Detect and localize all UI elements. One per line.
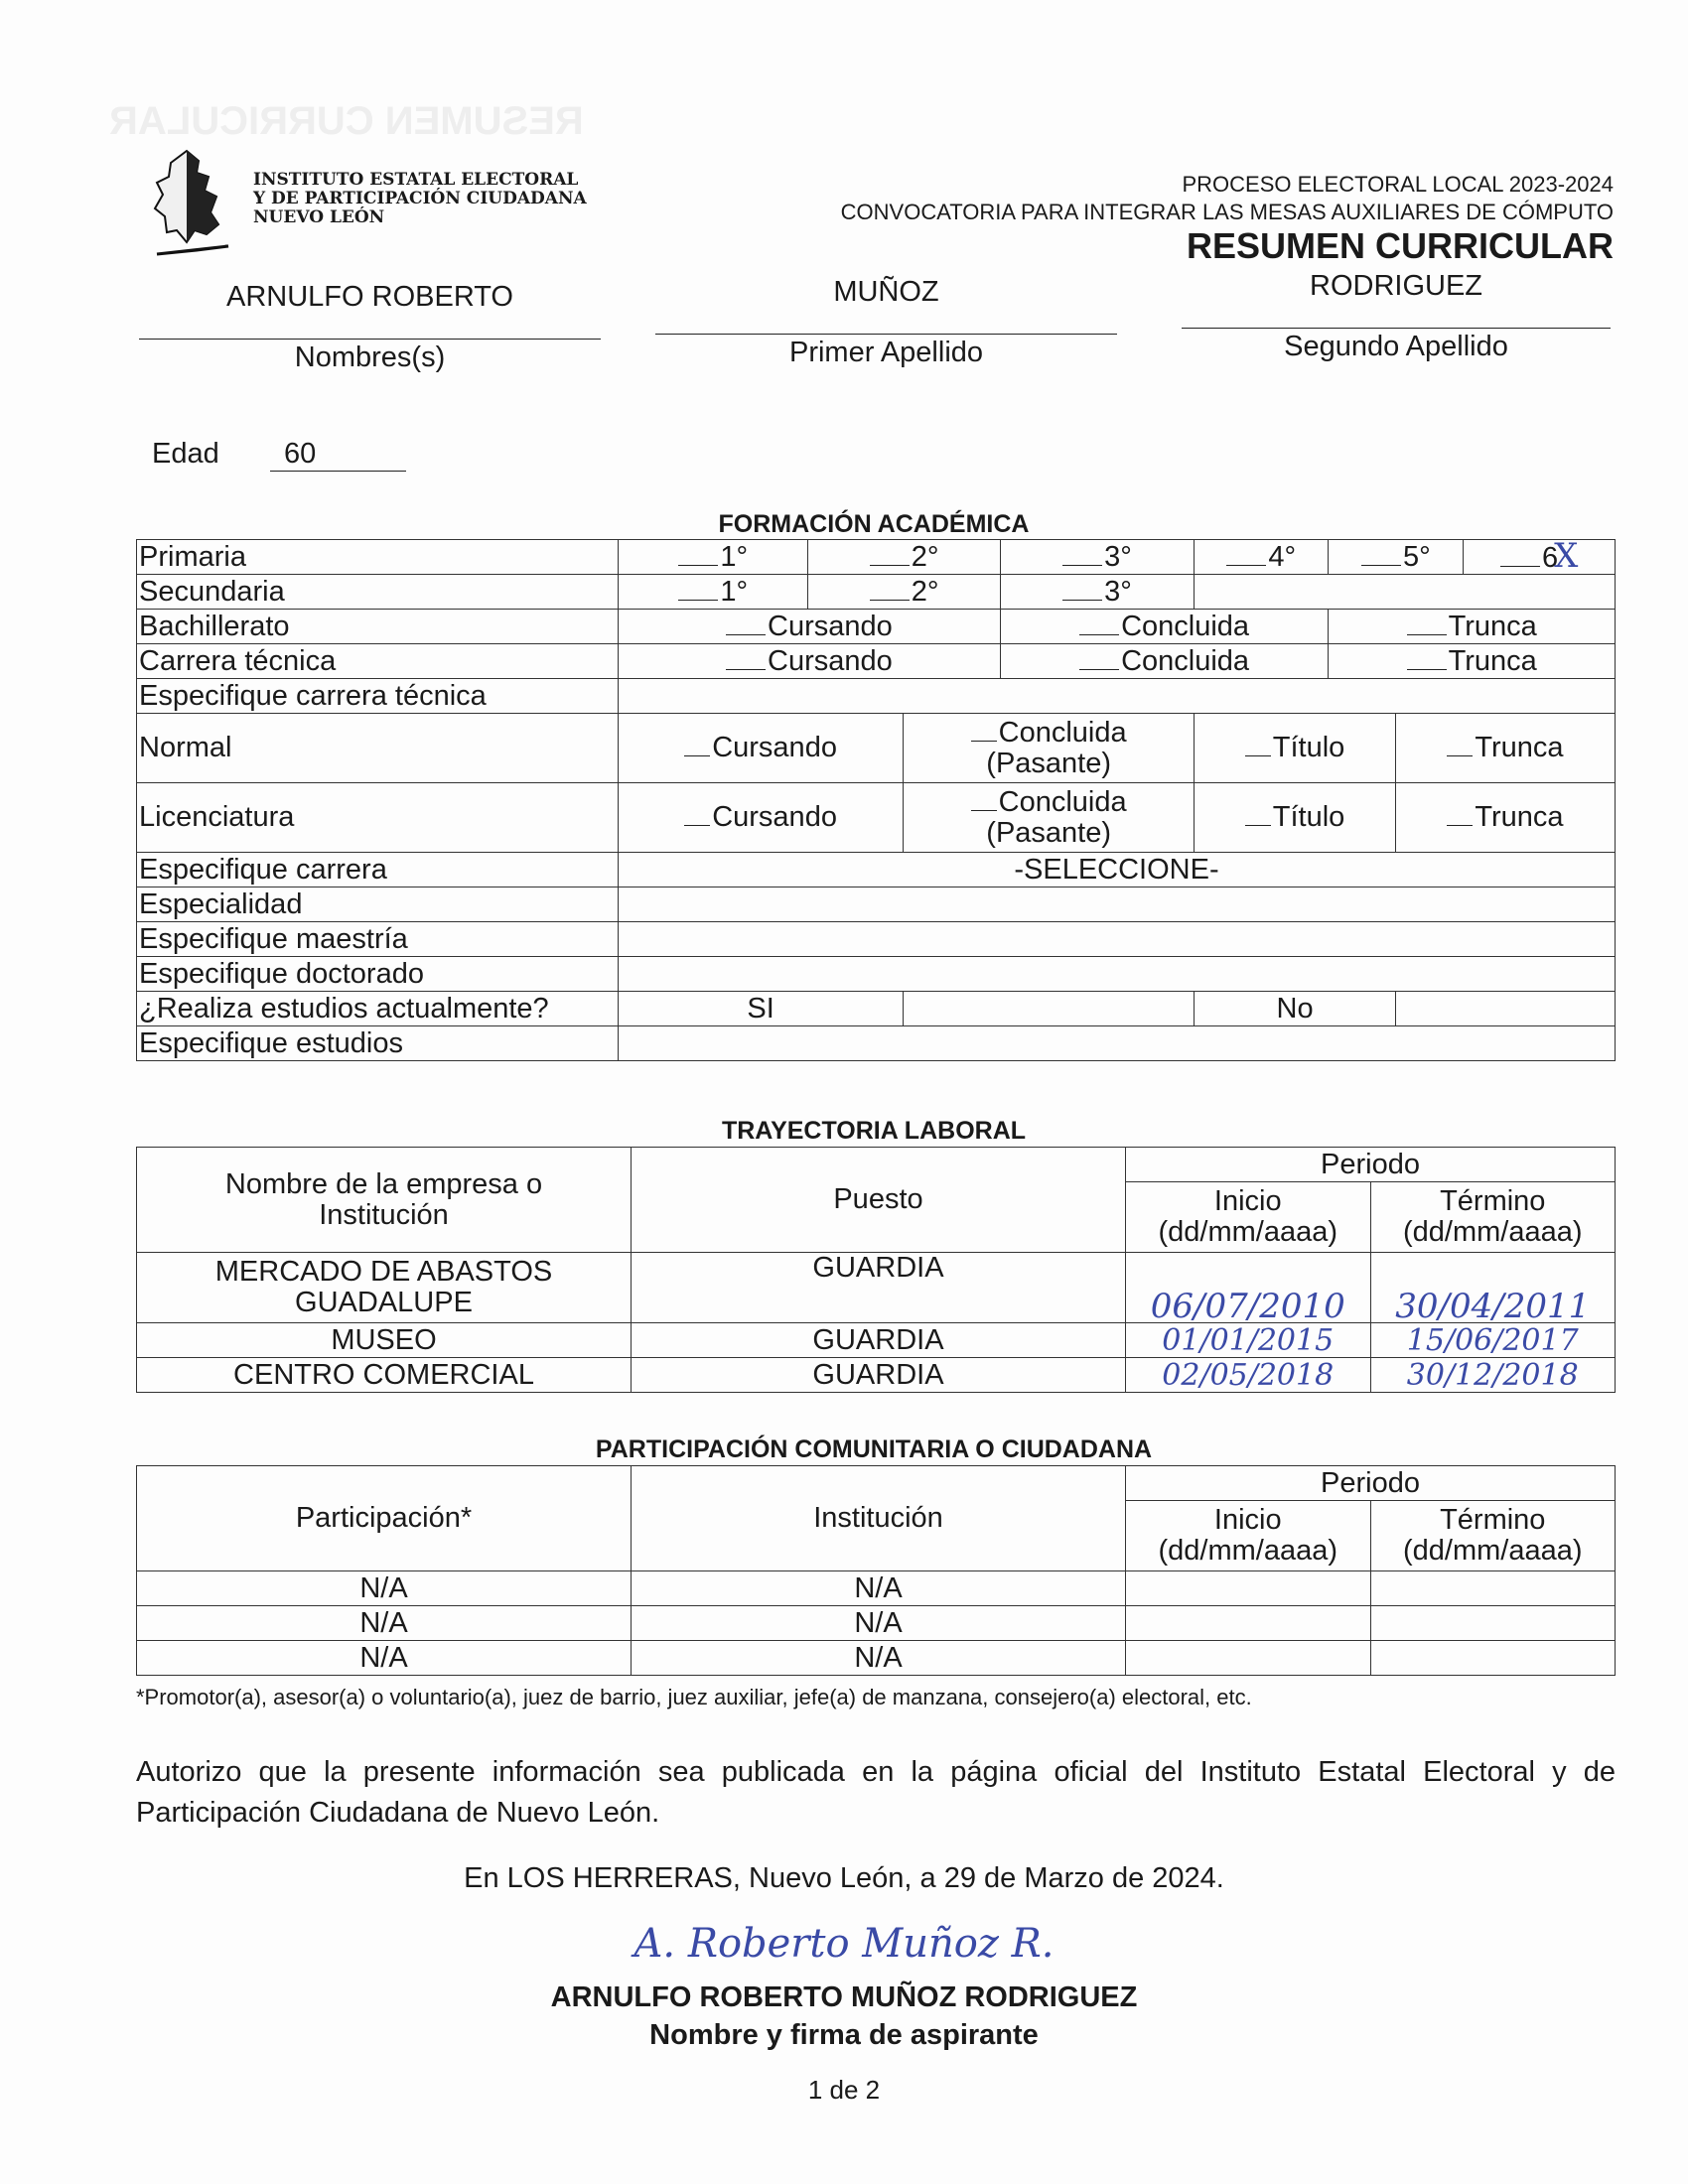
work-company: CENTRO COMERCIAL xyxy=(137,1358,632,1393)
age-value: 60 xyxy=(270,438,406,472)
first-name-label: Nombres(s) xyxy=(294,341,446,373)
last-name-1-value: MUÑOZ xyxy=(833,276,939,308)
work-header-start: Inicio (dd/mm/aaaa) xyxy=(1126,1182,1371,1253)
primaria-grade-6[interactable]: 6X xyxy=(1464,540,1616,575)
estudia-no-label: No xyxy=(1195,992,1396,1026)
last-name-1-line xyxy=(655,334,1117,335)
work-position: GUARDIA xyxy=(632,1323,1126,1358)
work-row xyxy=(137,1358,1616,1393)
community-table xyxy=(136,1465,1616,1676)
secundaria-grade-3[interactable]: 3° xyxy=(1000,575,1194,610)
community-header-participation: Participación* xyxy=(137,1466,632,1571)
normal-label: Normal xyxy=(137,714,619,783)
convocatoria-title: CONVOCATORIA PARA INTEGRAR LAS MESAS AUXILIARES DE CÓMPUTO xyxy=(840,200,1614,224)
spec-estudios-field[interactable] xyxy=(619,1026,1616,1061)
age-label: Edad xyxy=(152,438,219,470)
community-institution: N/A xyxy=(632,1606,1126,1641)
maestria-row xyxy=(137,922,1616,957)
signature-label: Nombre y firma de aspirante xyxy=(649,2019,1039,2051)
especialidad-field[interactable] xyxy=(619,887,1616,922)
institute-line-2: Y DE PARTICIPACIÓN CIUDADANA xyxy=(253,189,587,208)
normal-cursando[interactable]: Cursando xyxy=(619,714,904,783)
estudia-si-label: SI xyxy=(619,992,904,1026)
especialidad-label: Especialidad xyxy=(137,887,619,922)
community-footnote: *Promotor(a), asesor(a) o voluntario(a), juez de barrio, juez auxiliar, jefe(a) de manzana, consejero(a) electoral, etc. xyxy=(136,1685,1252,1709)
first-name-value: ARNULFO ROBERTO xyxy=(226,281,513,313)
secundaria-grade-1[interactable]: 1° xyxy=(619,575,808,610)
bachillerato-cursando[interactable]: Cursando xyxy=(619,610,1001,644)
licenciatura-trunca[interactable]: Trunca xyxy=(1395,783,1615,853)
community-start-date[interactable] xyxy=(1126,1606,1371,1641)
primaria-label: Primaria xyxy=(137,540,619,575)
institute-name xyxy=(253,171,587,227)
community-header-institution: Institución xyxy=(632,1466,1126,1571)
nuevo-leon-map-logo-icon xyxy=(147,147,238,261)
licenciatura-concluida[interactable]: Concluida (Pasante) xyxy=(904,783,1195,853)
work-end-date[interactable]: 30/04/2011 xyxy=(1370,1253,1616,1323)
bachillerato-label: Bachillerato xyxy=(137,610,619,644)
normal-titulo[interactable]: Título xyxy=(1195,714,1396,783)
bleed-through-title: RESUMEN CURRICULAR xyxy=(109,99,584,143)
tecnica-concluida[interactable]: Concluida xyxy=(1000,644,1329,679)
normal-trunca[interactable]: Trunca xyxy=(1395,714,1615,783)
licenciatura-row xyxy=(137,783,1616,853)
secundaria-label: Secundaria xyxy=(137,575,619,610)
community-header-end: Término (dd/mm/aaaa) xyxy=(1370,1501,1616,1571)
community-row xyxy=(137,1606,1616,1641)
institute-line-1: INSTITUTO ESTATAL ELECTORAL xyxy=(253,170,579,190)
spec-carrera-row xyxy=(137,853,1616,887)
work-company: MERCADO DE ABASTOS GUADALUPE xyxy=(137,1253,632,1323)
normal-concluida[interactable]: Concluida (Pasante) xyxy=(904,714,1195,783)
community-row xyxy=(137,1641,1616,1676)
bachillerato-concluida[interactable]: Concluida xyxy=(1000,610,1329,644)
last-name-2-label: Segundo Apellido xyxy=(1284,331,1508,362)
work-header-period: Periodo xyxy=(1126,1148,1616,1182)
work-company: MUSEO xyxy=(137,1323,632,1358)
last-name-1-label: Primer Apellido xyxy=(788,337,984,368)
estudia-si-box[interactable] xyxy=(904,992,1195,1026)
spec-tecnica-field[interactable] xyxy=(619,679,1616,714)
primaria-grade-2[interactable]: 2° xyxy=(808,540,1000,575)
work-position: GUARDIA xyxy=(632,1358,1126,1393)
normal-row xyxy=(137,714,1616,783)
process-title: PROCESO ELECTORAL LOCAL 2023-2024 xyxy=(1182,172,1614,197)
work-header-position: Puesto xyxy=(632,1148,1126,1253)
handwritten-signature: A. Roberto Muñoz R. xyxy=(633,1921,1055,1967)
community-title: PARTICIPACIÓN COMUNITARIA O CIUDADANA xyxy=(595,1435,1153,1463)
primaria-grade-1[interactable]: 1° xyxy=(619,540,808,575)
place-date: En LOS HERRERAS, Nuevo León, a 29 de Marzo de 2024. xyxy=(464,1862,1224,1894)
secundaria-row xyxy=(137,575,1616,610)
work-row xyxy=(137,1323,1616,1358)
spec-carrera-label: Especifique carrera xyxy=(137,853,619,887)
licenciatura-label: Licenciatura xyxy=(137,783,619,853)
maestria-label: Especifique maestría xyxy=(137,922,619,957)
community-participation: N/A xyxy=(137,1641,632,1676)
work-end-date[interactable]: 15/06/2017 xyxy=(1370,1323,1616,1358)
primaria-grade-4[interactable]: 4° xyxy=(1195,540,1329,575)
primaria-row xyxy=(137,540,1616,575)
licenciatura-titulo[interactable]: Título xyxy=(1195,783,1396,853)
community-end-date[interactable] xyxy=(1370,1641,1616,1676)
last-name-2-line xyxy=(1182,328,1611,329)
primaria-grade-3[interactable]: 3° xyxy=(1000,540,1194,575)
community-start-date[interactable] xyxy=(1126,1641,1371,1676)
secundaria-grade-2[interactable]: 2° xyxy=(808,575,1000,610)
maestria-field[interactable] xyxy=(619,922,1616,957)
institute-line-3: NUEVO LEÓN xyxy=(253,207,385,227)
estudia-no-box[interactable] xyxy=(1395,992,1615,1026)
community-institution: N/A xyxy=(632,1641,1126,1676)
academic-table xyxy=(136,535,1616,1061)
tecnica-label: Carrera técnica xyxy=(137,644,619,679)
estudia-label: ¿Realiza estudios actualmente? xyxy=(137,992,619,1026)
spec-tecnica-label: Especifique carrera técnica xyxy=(137,679,619,714)
work-row xyxy=(137,1253,1616,1323)
signer-name: ARNULFO ROBERTO MUÑOZ RODRIGUEZ xyxy=(550,1981,1138,2013)
community-end-date[interactable] xyxy=(1370,1606,1616,1641)
spec-estudios-row xyxy=(137,1026,1616,1061)
doctorado-row xyxy=(137,957,1616,992)
doctorado-field[interactable] xyxy=(619,957,1616,992)
work-end-date[interactable]: 30/12/2018 xyxy=(1370,1358,1616,1393)
estudia-row xyxy=(137,992,1616,1026)
institute-logo xyxy=(147,147,238,261)
work-header-company: Nombre de la empresa o Institución xyxy=(137,1148,632,1253)
work-header-end: Término (dd/mm/aaaa) xyxy=(1370,1182,1616,1253)
work-position: GUARDIA xyxy=(632,1253,1126,1323)
community-participation: N/A xyxy=(137,1606,632,1641)
tecnica-row xyxy=(137,644,1616,679)
bachillerato-row xyxy=(137,610,1616,644)
academic-title: FORMACIÓN ACADÉMICA xyxy=(718,510,1030,538)
spec-estudios-label: Especifique estudios xyxy=(137,1026,619,1061)
tecnica-trunca[interactable]: Trunca xyxy=(1329,644,1616,679)
community-start-date[interactable] xyxy=(1126,1571,1371,1606)
doctorado-label: Especifique doctorado xyxy=(137,957,619,992)
community-institution: N/A xyxy=(632,1571,1126,1606)
community-header-start: Inicio (dd/mm/aaaa) xyxy=(1126,1501,1371,1571)
work-start-date[interactable]: 06/07/2010 xyxy=(1126,1253,1371,1323)
bachillerato-trunca[interactable]: Trunca xyxy=(1329,610,1616,644)
document-title: RESUMEN CURRICULAR xyxy=(1187,225,1614,266)
work-start-date[interactable]: 01/01/2015 xyxy=(1126,1323,1371,1358)
first-name-line xyxy=(139,339,601,340)
work-table xyxy=(136,1147,1616,1393)
authorization-text: Autorizo que la presente información sea publicada en la página oficial del Instituto Estatal Electoral y de Participación Ciudadana de Nuevo León. xyxy=(136,1756,1616,1829)
work-start-date[interactable]: 02/05/2018 xyxy=(1126,1358,1371,1393)
spec-tecnica-row xyxy=(137,679,1616,714)
community-header-period: Periodo xyxy=(1126,1466,1616,1501)
last-name-2-value: RODRIGUEZ xyxy=(1310,270,1482,302)
spec-carrera-select[interactable]: -SELECCIONE- xyxy=(619,853,1616,887)
grade-6-checkmark: X xyxy=(1554,535,1579,576)
primaria-grade-5[interactable]: 5° xyxy=(1329,540,1464,575)
page-number: 1 de 2 xyxy=(807,2075,881,2105)
community-participation: N/A xyxy=(137,1571,632,1606)
licenciatura-cursando[interactable]: Cursando xyxy=(619,783,904,853)
work-title: TRAYECTORIA LABORAL xyxy=(721,1117,1027,1145)
especialidad-row xyxy=(137,887,1616,922)
community-row xyxy=(137,1571,1616,1606)
community-end-date[interactable] xyxy=(1370,1571,1616,1606)
tecnica-cursando[interactable]: Cursando xyxy=(619,644,1001,679)
